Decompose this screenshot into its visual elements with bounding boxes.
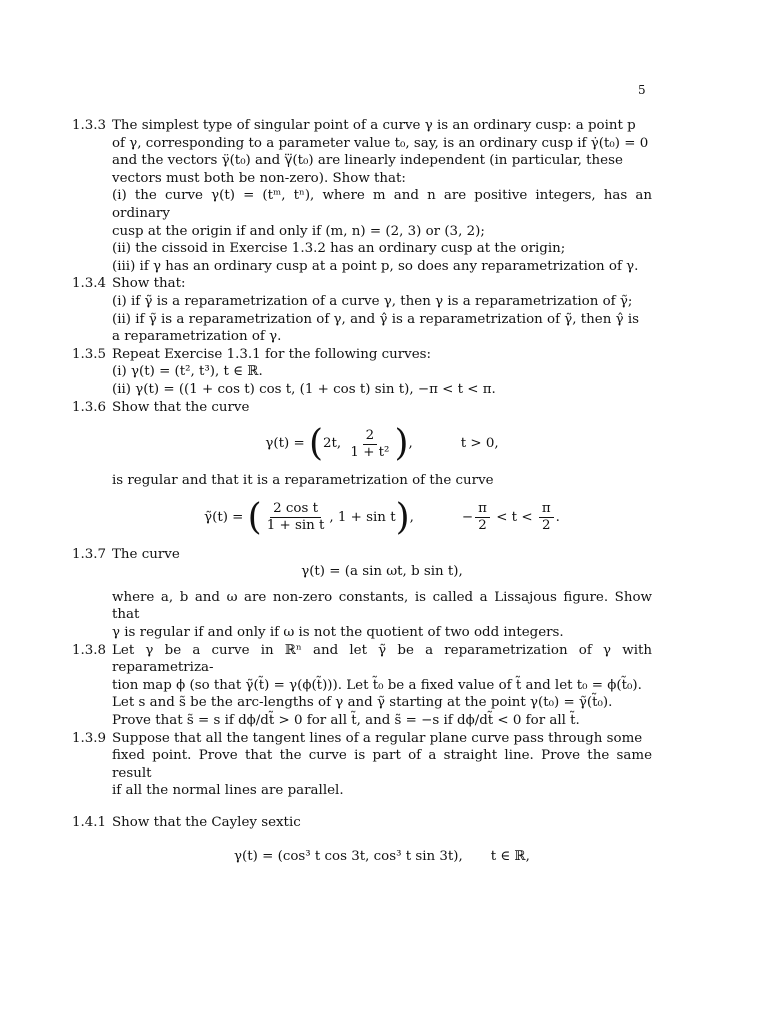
eq-term: 2t, xyxy=(322,436,342,452)
exercise-1-3-3 xyxy=(72,117,652,275)
text-line: where a, b and ω are non-zero constants, is called a Lissajous figure. Show that xyxy=(112,589,652,623)
text-line: of γ, corresponding to a parameter value t₀, say, is an ordinary cusp if γ̇(t₀) = 0 xyxy=(112,135,649,151)
text-line: is regular and that it is a reparametrization of the curve xyxy=(112,473,494,489)
text-line: γ is regular if and only if ω is not the quotient of two odd integers. xyxy=(112,625,564,641)
exercise-number: 1.4.1 xyxy=(72,815,107,830)
exercise-1-3-8 xyxy=(72,642,652,730)
eq-lhs: γ(t) = xyxy=(265,436,305,452)
text-line: tion map ϕ (so that γ̃(t̃) = γ(ϕ(t̃))). Let t̃₀ be a fixed value of t̃ and let t₀ = ϕ(t̃₀). xyxy=(112,677,642,693)
exercise-list xyxy=(72,117,652,875)
text-line: Let γ be a curve in ℝⁿ and let γ̃ be a reparametrization of γ with reparametriza- xyxy=(112,642,652,676)
exercise-1-3-6 xyxy=(72,399,652,546)
eq-inequality: < t < xyxy=(496,509,533,525)
exercise-body xyxy=(112,117,652,275)
text-line: The curve xyxy=(112,546,180,562)
equation-1-3-6-a xyxy=(112,423,652,465)
eq-comma: , xyxy=(408,436,413,452)
close-paren: ) xyxy=(395,496,410,538)
exercise-body xyxy=(112,642,652,730)
fraction xyxy=(539,501,554,534)
text-line: Repeat Exercise 1.3.1 for the following curves: xyxy=(112,346,432,362)
page-number: 5 xyxy=(638,83,646,97)
exercise-number: 1.3.7 xyxy=(72,546,107,562)
text-line: (i) γ(t) = (t², t³), t ∈ ℝ. xyxy=(112,364,263,380)
eq-lhs: γ̃(t) = xyxy=(204,509,244,525)
text-line: Prove that s̃ = s if dϕ/dt̃ > 0 for all t̃, and s̃ = −s if dϕ/dt̃ < 0 for all t̃. xyxy=(112,713,580,729)
denominator: 2 xyxy=(478,518,487,534)
exercise-number: 1.3.5 xyxy=(72,346,107,362)
fraction xyxy=(347,428,392,461)
numerator: π xyxy=(539,501,554,518)
text-line: Suppose that all the tangent lines of a regular plane curve pass through some xyxy=(112,730,643,746)
eq-comma: , xyxy=(409,509,414,525)
denominator: 1 + t² xyxy=(350,444,390,460)
exercise-body xyxy=(112,399,652,546)
equation-1-4-1 xyxy=(112,848,652,866)
exercise-number: 1.3.8 xyxy=(72,642,107,658)
close-paren: ) xyxy=(394,423,409,465)
exercise-1-3-9 xyxy=(72,730,652,800)
exercise-body xyxy=(112,730,652,800)
exercise-1-3-4 xyxy=(72,275,652,345)
text-line: (ii) if γ̃ is a reparametrization of γ, and γ̂ is a reparametrization of γ̃, then γ̂ is xyxy=(112,311,640,327)
fraction xyxy=(264,501,328,534)
text-line: Show that the Cayley sextic xyxy=(112,815,301,830)
denominator: 2 xyxy=(541,518,551,534)
text-line: cusp at the origin if and only if (m, n) = (2, 3) or (3, 2); xyxy=(112,223,485,239)
text-line: The simplest type of singular point of a curve γ is an ordinary cusp: a point p xyxy=(112,118,636,133)
exercise-number: 1.3.3 xyxy=(72,118,107,133)
numerator: π xyxy=(475,501,490,518)
text-line: (ii) γ(t) = ((1 + cos t) cos t, (1 + cos t) sin t), −π < t < π. xyxy=(112,381,496,397)
eq-expression: γ(t) = (a sin ωt, b sin t), xyxy=(301,564,463,580)
numerator: 2 cos t xyxy=(270,501,321,518)
exercise-number: 1.3.6 xyxy=(72,399,107,415)
exercise-body xyxy=(112,814,652,875)
denominator: 1 + sin t xyxy=(266,518,325,534)
eq-term: , 1 + sin t xyxy=(329,509,396,525)
text-line: and the vectors γ̈(t₀) and γ⃛(t₀) are linearly independent (in particular, these xyxy=(112,153,623,169)
exercise-body xyxy=(112,275,652,345)
text-line: if all the normal lines are parallel. xyxy=(112,783,344,799)
exercise-body xyxy=(112,546,652,642)
exercise-1-4-1 xyxy=(72,814,652,875)
text-line: vectors must both be non-zero). Show that: xyxy=(112,170,406,186)
open-paren: ( xyxy=(247,496,262,538)
exercise-number: 1.3.4 xyxy=(72,276,107,292)
eq-expression: γ(t) = (cos³ t cos 3t, cos³ t sin 3t), xyxy=(234,848,463,864)
eq-condition: t ∈ ℝ, xyxy=(490,848,530,864)
exercise-1-3-5 xyxy=(72,346,652,399)
text-line: (i) if γ̃ is a reparametrization of a curve γ, then γ is a reparametrization of γ̃; xyxy=(112,293,633,309)
text-line: Show that the curve xyxy=(112,399,250,415)
eq-minus: − xyxy=(461,509,474,525)
text-line: (iii) if γ has an ordinary cusp at a point p, so does any reparametrization of γ. xyxy=(112,258,639,274)
equation-1-3-7 xyxy=(112,563,652,581)
text-line: a reparametrization of γ. xyxy=(112,329,282,345)
text-line: Show that: xyxy=(112,276,186,292)
eq-condition: t > 0, xyxy=(460,436,499,452)
fraction xyxy=(475,501,490,534)
equation-1-3-6-b xyxy=(112,496,652,538)
numerator: 2 xyxy=(363,428,378,445)
text-line: (i) the curve γ(t) = (tᵐ, tⁿ), where m and n are positive integers, has an ordinary xyxy=(112,188,652,221)
exercise-body xyxy=(112,346,652,399)
text-line: (ii) the cissoid in Exercise 1.3.2 has an ordinary cusp at the origin; xyxy=(112,241,566,257)
exercise-number: 1.3.9 xyxy=(72,730,107,746)
text-line: fixed point. Prove that the curve is part of a straight line. Prove the same result xyxy=(112,748,652,781)
eq-period: . xyxy=(555,509,560,525)
text-line: Let s and s̃ be the arc-lengths of γ and γ̃ starting at the point γ(t₀) = γ̃(t̃₀). xyxy=(112,695,613,711)
exercise-1-3-7 xyxy=(72,546,652,642)
open-paren: ( xyxy=(308,423,323,465)
